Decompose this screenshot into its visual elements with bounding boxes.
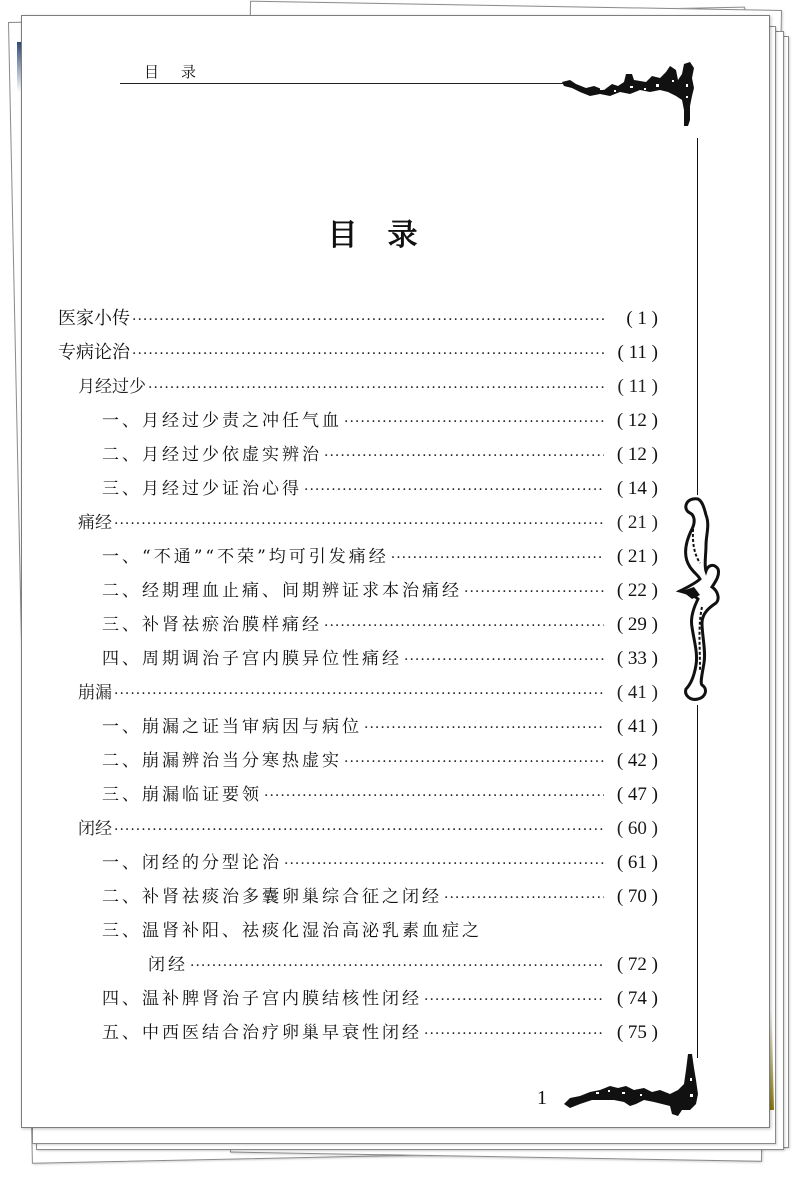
- toc-entry[interactable]: [58, 744, 658, 778]
- toc-entry-title: 三、崩漏临证要领: [102, 785, 262, 805]
- leader-dots: [444, 881, 604, 915]
- leader-dots: [114, 677, 604, 711]
- toc-entry-page: ( 74 ): [616, 988, 658, 1009]
- toc-entry-page: ( 41 ): [616, 716, 658, 737]
- toc-entry[interactable]: [58, 812, 658, 846]
- toc-entry[interactable]: [58, 846, 658, 880]
- toc-entry[interactable]: [58, 642, 658, 676]
- toc-entry-title: 四、周期调治子宫内膜异位性痛经: [102, 649, 402, 669]
- toc-entry-title: 五、中西医结合治疗卵巢早衰性闭经: [102, 1023, 422, 1043]
- toc-entry-title: 一、崩漏之证当审病因与病位: [102, 717, 362, 737]
- toc-entry-page: ( 41 ): [616, 682, 658, 703]
- toc-entry[interactable]: [58, 778, 658, 812]
- toc-entry-title: 闭经: [148, 955, 188, 975]
- toc-entry-page: ( 42 ): [616, 750, 658, 771]
- toc-entry-title: 痛经: [78, 513, 112, 533]
- toc-entry[interactable]: [58, 438, 658, 472]
- leader-dots: [114, 507, 604, 541]
- table-of-contents: [58, 302, 658, 1050]
- toc-entry[interactable]: [58, 676, 658, 710]
- leader-dots: [344, 745, 604, 779]
- leader-dots: [304, 473, 604, 507]
- leader-dots: [391, 541, 604, 575]
- toc-entry[interactable]: [58, 574, 658, 608]
- leader-dots: [424, 1017, 604, 1051]
- toc-entry[interactable]: [58, 982, 658, 1016]
- toc-entry[interactable]: [58, 336, 658, 370]
- leader-dots: [424, 983, 604, 1017]
- corner-ornament-icon: [560, 1050, 710, 1120]
- toc-entry-page: ( 72 ): [616, 954, 658, 975]
- toc-entry-page: ( 14 ): [616, 478, 658, 499]
- leader-dots: [464, 575, 604, 609]
- toc-entry[interactable]: [58, 880, 658, 914]
- toc-entry-page: ( 22 ): [616, 580, 658, 601]
- toc-entry-page: ( 60 ): [616, 818, 658, 839]
- toc-entry-page: ( 21 ): [616, 546, 658, 567]
- toc-entry-page: ( 47 ): [616, 784, 658, 805]
- header-rule: [120, 83, 564, 84]
- toc-entry-title: 二、崩漏辨治当分寒热虚实: [102, 751, 342, 771]
- toc-entry-title: 一、闭经的分型论治: [102, 853, 282, 873]
- leader-dots: [114, 813, 604, 847]
- leader-dots: [284, 847, 604, 881]
- toc-entry-title: 三、温肾补阳、祛痰化湿治高泌乳素血症之: [102, 921, 482, 941]
- toc-entry[interactable]: [58, 404, 658, 438]
- toc-entry-title: 崩漏: [78, 683, 112, 703]
- toc-entry-page: ( 33 ): [616, 648, 658, 669]
- toc-entry[interactable]: [58, 710, 658, 744]
- toc-entry-title: 四、温补脾肾治子宫内膜结核性闭经: [102, 989, 422, 1009]
- toc-entry[interactable]: [58, 370, 658, 404]
- toc-entry-continuation[interactable]: [58, 948, 658, 982]
- toc-entry[interactable]: [58, 914, 658, 948]
- toc-entry-title: 二、补肾祛痰治多囊卵巢综合征之闭经: [102, 887, 442, 907]
- leader-dots: [132, 337, 604, 371]
- page-number: 1: [537, 1087, 547, 1109]
- toc-entry-page: ( 70 ): [616, 886, 658, 907]
- toc-entry-page: ( 75 ): [616, 1022, 658, 1043]
- toc-entry[interactable]: [58, 302, 658, 336]
- leader-dots: [324, 609, 604, 643]
- leader-dots: [148, 371, 604, 405]
- leader-dots: [190, 949, 604, 983]
- toc-entry-page: ( 29 ): [616, 614, 658, 635]
- toc-entry-title: 一、“不通”“不荣”均可引发痛经: [102, 547, 389, 567]
- toc-entry-title: 医家小传: [58, 308, 130, 329]
- toc-entry-page: ( 11 ): [617, 342, 658, 363]
- toc-entry-page: ( 12 ): [616, 410, 658, 431]
- toc-entry-title: 三、补肾祛瘀治膜样痛经: [102, 615, 322, 635]
- leader-dots: [132, 303, 604, 337]
- corner-ornament-icon: [560, 60, 710, 140]
- leader-dots: [344, 405, 604, 439]
- toc-entry-page: ( 1 ): [626, 308, 658, 329]
- toc-entry-title: 三、月经过少证治心得: [102, 479, 302, 499]
- scroll-ornament-icon: [672, 495, 728, 705]
- toc-entry-title: 一、月经过少责之冲任气血: [102, 411, 342, 431]
- leader-dots: [364, 711, 604, 745]
- toc-entry[interactable]: [58, 540, 658, 574]
- toc-entry-title: 专病论治: [58, 342, 130, 363]
- toc-entry-title: 月经过少: [78, 377, 146, 397]
- toc-entry-page: ( 12 ): [616, 444, 658, 465]
- toc-entry[interactable]: [58, 472, 658, 506]
- leader-dots: [324, 439, 604, 473]
- toc-entry-title: 闭经: [78, 819, 112, 839]
- toc-entry-title: 二、经期理血止痛、间期辨证求本治痛经: [102, 581, 462, 601]
- toc-entry[interactable]: [58, 1016, 658, 1050]
- toc-entry-title: 二、月经过少依虚实辨治: [102, 445, 322, 465]
- toc-entry[interactable]: [58, 608, 658, 642]
- toc-entry-page: ( 21 ): [616, 512, 658, 533]
- leader-dots: [404, 643, 604, 677]
- leader-dots: [264, 779, 604, 813]
- running-header: 目录: [144, 63, 219, 81]
- toc-entry-page: ( 61 ): [616, 852, 658, 873]
- page-title: 目录: [327, 218, 448, 253]
- toc-entry-page: ( 11 ): [617, 376, 658, 397]
- toc-entry[interactable]: [58, 506, 658, 540]
